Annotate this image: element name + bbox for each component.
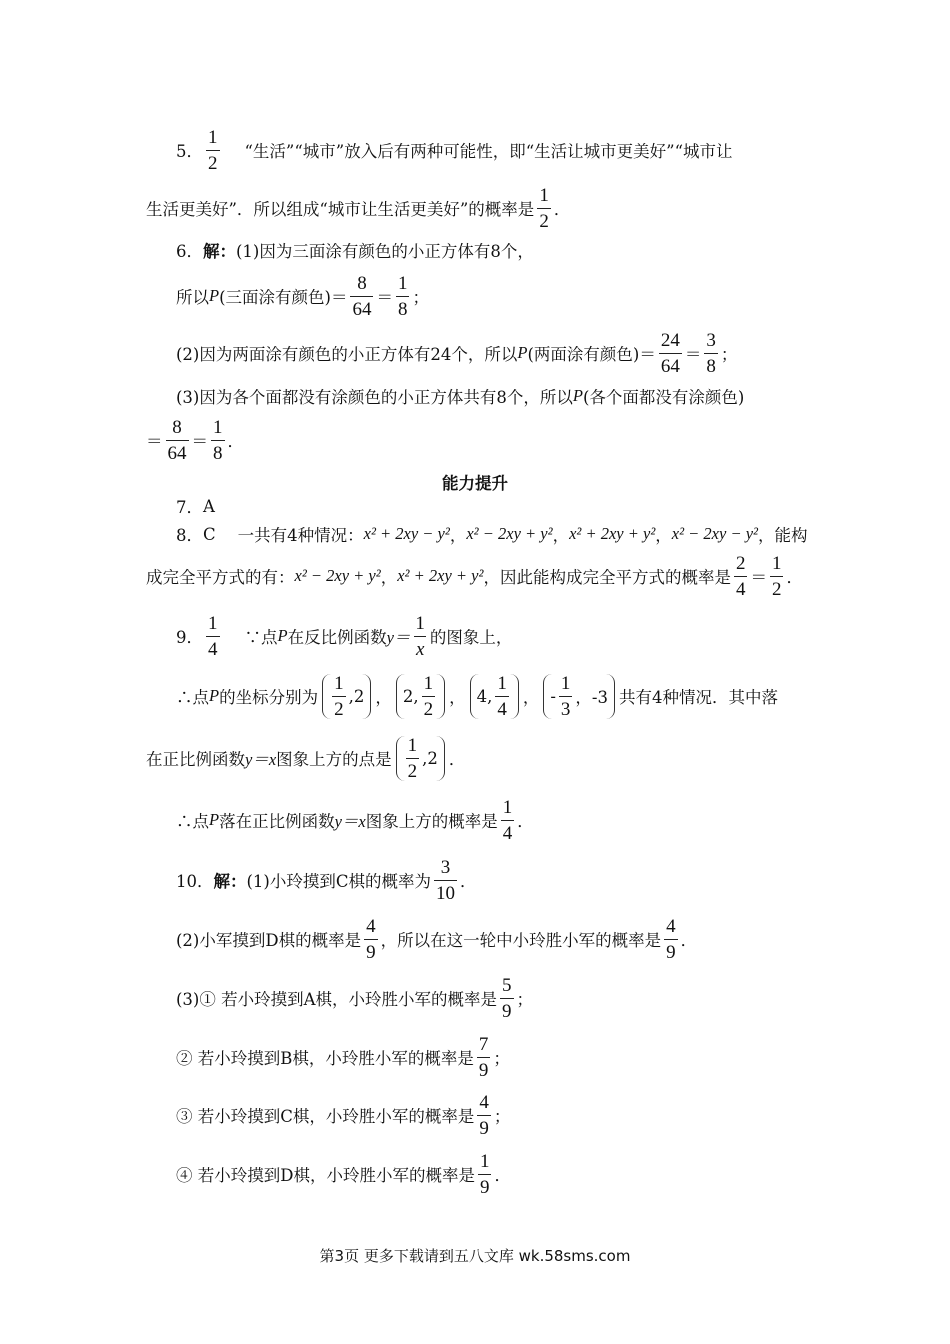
q6-fraction-2: $\frac{1}{8}$ [397,272,408,320]
q5-answer-fraction: $\frac{1}{2}$ [208,126,218,174]
q9-result-fraction: $\frac{1}{4}$ [502,796,513,844]
q10-line-5: ③ 若小玲摸到C棋，小玲胜小军的概率是 $\frac{4}{9}$ ； [176,1091,511,1139]
q5-label: 5． [176,142,203,161]
q5-line-1 [176,122,733,178]
q6-fraction-4: $\frac{3}{8}$ [706,329,716,377]
q10-line-4: ② 若小玲摸到B棋，小玲胜小军的概率是 $\frac{7}{9}$ ； [176,1033,510,1081]
q6-line-2: 所以 P (三面涂有颜色)＝ $\frac{8}{64}$ ＝ $\frac{1}{8}$ ； [176,272,429,320]
q10-fraction-b: $\frac{7}{9}$ [478,1033,489,1081]
q10-line-6: ④ 若小玲摸到D棋，小玲胜小军的概率是 $\frac{1}{9}$ ． [176,1150,511,1198]
q7-answer: A [203,496,215,516]
q6-label: 6． [176,242,203,261]
q8-answer: C [203,524,216,544]
q7-label: 7． [176,498,203,517]
q8-fraction-2: $\frac{1}{2}$ [771,552,782,600]
q9-point-4: - $\frac{1}{3}$ ，-3 [543,674,615,719]
q9-point-2: 2, $\frac{1}{2}$ [396,674,445,719]
page-footer: 第3页 更多下载请到五八文库 wk.58sms.com [319,1247,631,1265]
q6-fraction-3: $\frac{24}{64}$ [660,329,680,377]
q10-fraction-2: $\frac{4}{9}$ [366,915,376,963]
q5-text-a: “生活”“城市”放入后有两种可能性，即“生活让城市更美好”“城市让 [244,142,733,161]
q10-label: 10． [176,872,214,891]
q9-point-1: $\frac{1}{2}$ ,2 [322,674,371,719]
q6-line-3: (2)因为两面涂有颜色的小正方体有24个，所以 P (两面涂有颜色)＝ $\frac{24}{64}$ ＝ $\frac{3}{8}$ ； [176,329,738,377]
q6-line-1: 6． 解： (1)因为三面涂有颜色的小正方体有8个， [176,222,534,278]
q10-line-1: 10． 解： (1)小玲摸到C棋的概率为 $\frac{3}{10}$ ． [176,856,477,904]
q9-line-4: ∴点 P 落在正比例函数 y＝x 图象上方的概率是 $\frac{1}{4}$ ． [176,796,534,844]
q9-point-above: $\frac{1}{2}$ ,2 [396,736,445,781]
q5-fraction: $\frac{1}{2}$ [539,184,549,232]
q6-fraction-1: $\frac{8}{64}$ [352,272,372,320]
q10-line-2: (2)小军摸到D棋的概率是 $\frac{4}{9}$ ，所以在这一轮中小玲胜小军的概率是 $\frac{4}{9}$ ． [176,915,698,963]
q9-answer-fraction: $\frac{1}{4}$ [208,612,218,660]
q5-text-b: 生活更美好”．所以组成“城市让生活更美好”的概率是 [146,200,535,219]
q8-fraction-1: $\frac{2}{4}$ [735,552,746,600]
q8-label: 8． [176,526,203,545]
q6-line-4: (3)因为各个面都没有涂颜色的小正方体共有8个，所以 P (各个面都没有涂颜色) [176,386,745,407]
q9-point-3: 4, $\frac{1}{4}$ [470,674,519,719]
q5-line-2: 生活更美好”．所以组成“城市让生活更美好”的概率是 $\frac{1}{2}$ ． [146,184,571,232]
section-heading: 能力提升 [442,474,508,493]
q9-line-3: 在正比例函数 y＝x 图象上方的点是 $\frac{1}{2}$ ,2 ． [146,734,466,782]
q10-fraction-3: $\frac{4}{9}$ [666,915,676,963]
q6-fraction-5: $\frac{8}{64}$ [167,416,187,464]
q6-jie: 解： [203,242,236,261]
q10-fraction-1: $\frac{3}{10}$ [436,856,455,904]
q8-line-1: 8． C 一共有4种情况： x² + 2xy − y² ， x² − 2xy + y² ， x² + 2xy + y² ， x² − 2xy − y² ，能构 [176,524,808,545]
q6-fraction-6: $\frac{1}{8}$ [213,416,223,464]
q9-function-fraction: $\frac{1}{x}$ [415,612,425,660]
q8-line-2: 成完全平方式的有： x² − 2xy + y² ， x² + 2xy + y² ，因此能构成完全平方式的概率是 $\frac{2}{4}$ ＝ $\frac{1}{2}$ ． [146,552,803,600]
q10-fraction-c: $\frac{4}{9}$ [479,1091,489,1139]
q10-line-3: (3)① 若小玲摸到A棋，小玲胜小军的概率是 $\frac{5}{9}$ ； [176,974,534,1022]
q6-line-5: ＝ $\frac{8}{64}$ ＝ $\frac{1}{8}$ ． [146,416,244,464]
q10-fraction-d: $\frac{1}{9}$ [479,1150,490,1198]
q9-line-1: 9． $\frac{1}{4}$ ∵点 P 在反比例函数 y＝ $\frac{1}{x}$ 的图象上， [176,612,513,660]
q9-line-2: ∴点 P 的坐标分别为 $\frac{1}{2}$ ,2 ， 2, $\frac{1}{2}$ ， 4, $\frac{1}{4}$ ， - $\frac{1}{3}$ ，-3 共有4种情况．其中落 [176,672,778,720]
q10-fraction-a: $\frac{5}{9}$ [502,974,512,1022]
q9-label: 9． [176,628,203,647]
